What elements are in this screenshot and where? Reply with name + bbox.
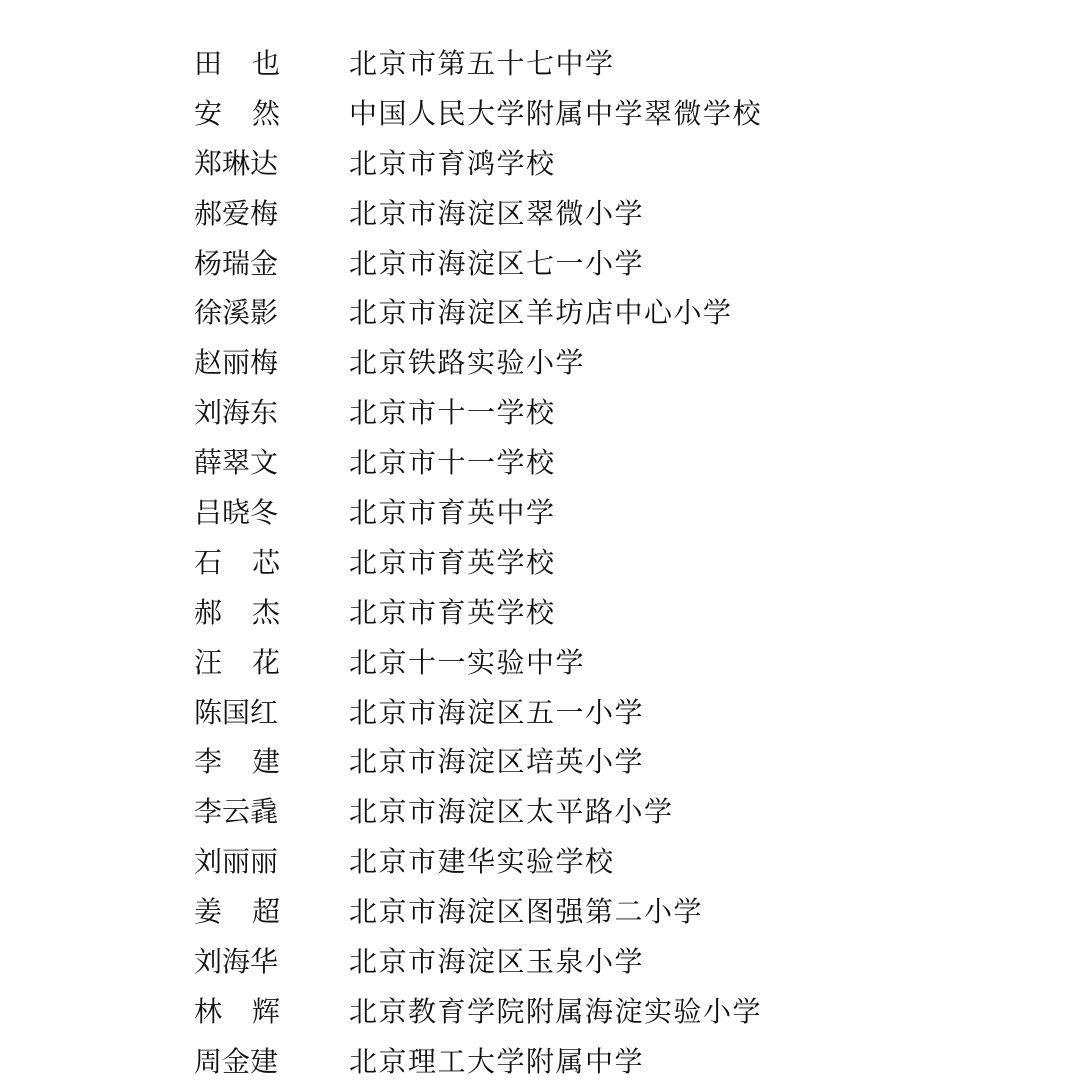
list-item — [0, 238, 1080, 288]
school-name: 北京理工大学附属中学 — [349, 1044, 645, 1078]
list-item — [0, 736, 1080, 786]
list-item — [0, 687, 1080, 737]
person-name: 刘海东 — [194, 396, 279, 430]
school-name: 北京市育鸿学校 — [349, 146, 556, 180]
school-name: 北京市育英学校 — [349, 595, 556, 629]
person-name: 刘丽丽 — [194, 845, 279, 879]
list-item — [0, 188, 1080, 238]
person-name: 赵丽梅 — [194, 346, 279, 380]
school-name: 北京市十一学校 — [349, 396, 556, 430]
person-name: 刘海华 — [194, 945, 279, 979]
person-name: 安 然 — [194, 96, 280, 130]
list-item — [0, 387, 1080, 437]
list-item — [0, 38, 1080, 88]
school-name: 北京市建华实验学校 — [349, 845, 615, 879]
person-name: 郝 杰 — [194, 595, 280, 629]
person-name: 郑琳达 — [194, 146, 279, 180]
person-name: 杨瑞金 — [194, 246, 279, 280]
list-item — [0, 88, 1080, 138]
list-item — [0, 587, 1080, 637]
school-name: 北京市第五十七中学 — [349, 47, 615, 80]
list-item — [0, 1036, 1080, 1086]
school-name: 北京市海淀区五一小学 — [349, 695, 645, 729]
school-name: 北京市海淀区培英小学 — [349, 745, 645, 779]
school-name: 北京市海淀区太平路小学 — [349, 795, 674, 829]
school-name: 中国人民大学附属中学翠微学校 — [349, 96, 763, 130]
list-item — [0, 986, 1080, 1036]
list-item — [0, 487, 1080, 537]
list-item — [0, 337, 1080, 387]
list-item — [0, 886, 1080, 936]
school-name: 北京市育英中学 — [349, 496, 556, 530]
person-name: 周金建 — [194, 1044, 279, 1078]
list-item — [0, 287, 1080, 337]
person-name: 郝爱梅 — [194, 196, 279, 230]
person-name: 薛翠文 — [194, 446, 279, 480]
school-name: 北京市海淀区翠微小学 — [349, 196, 645, 230]
list-item — [0, 138, 1080, 188]
person-name: 吕晓冬 — [194, 496, 279, 530]
school-name: 北京铁路实验小学 — [349, 346, 586, 380]
list-item — [0, 836, 1080, 886]
person-name: 汪 花 — [194, 645, 280, 679]
school-name: 北京教育学院附属海淀实验小学 — [349, 994, 763, 1028]
list-item — [0, 437, 1080, 487]
list-item — [0, 936, 1080, 986]
person-name: 石 芯 — [194, 545, 280, 579]
person-name: 李云毳 — [194, 795, 279, 829]
person-name: 林 辉 — [194, 994, 280, 1028]
person-name: 徐溪影 — [194, 296, 279, 330]
school-name: 北京市海淀区图强第二小学 — [349, 895, 704, 929]
list-item — [0, 786, 1080, 836]
school-name: 北京十一实验中学 — [349, 645, 586, 679]
list-item — [0, 637, 1080, 687]
teacher-school-list — [0, 38, 1080, 1086]
school-name: 北京市海淀区羊坊店中心小学 — [349, 296, 733, 330]
school-name: 北京市育英学校 — [349, 545, 556, 579]
person-name: 田 也 — [194, 47, 280, 80]
school-name: 北京市十一学校 — [349, 446, 556, 480]
person-name: 李 建 — [194, 745, 280, 779]
school-name: 北京市海淀区七一小学 — [349, 246, 645, 280]
school-name: 北京市海淀区玉泉小学 — [349, 945, 645, 979]
person-name: 姜 超 — [194, 895, 280, 929]
person-name: 陈国红 — [194, 695, 279, 729]
list-item — [0, 537, 1080, 587]
